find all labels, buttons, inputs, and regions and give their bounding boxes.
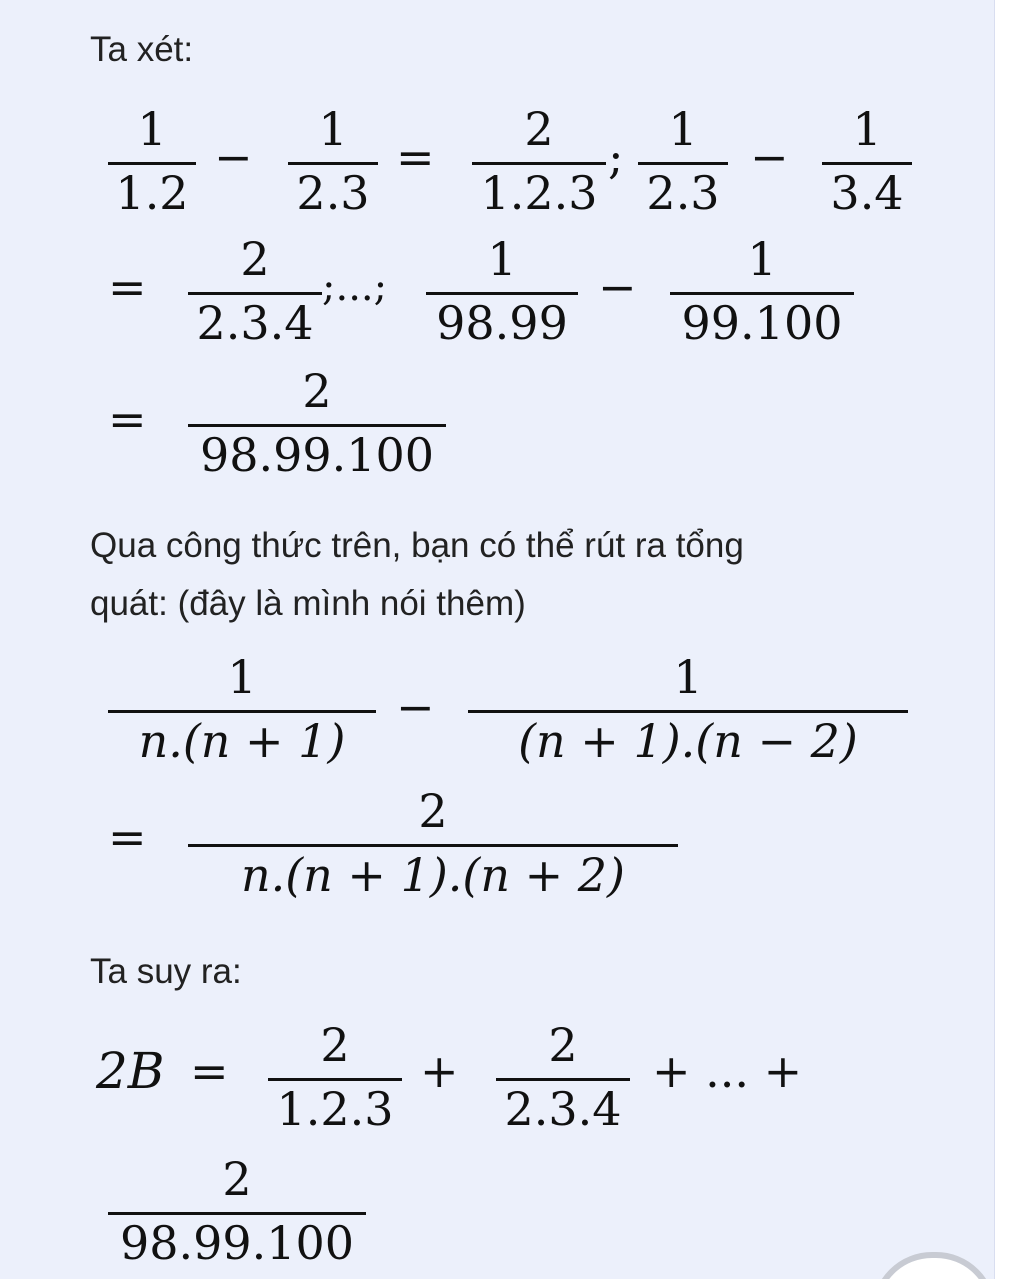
denominator: 2.3 bbox=[646, 166, 720, 220]
ellipsis-tail: + ... + bbox=[652, 1044, 803, 1098]
numerator: 2 bbox=[222, 1152, 252, 1206]
fraction bbox=[822, 104, 912, 224]
floating-button-edge[interactable] bbox=[872, 1252, 995, 1279]
fraction bbox=[468, 652, 908, 782]
fraction bbox=[472, 104, 606, 224]
numerator: 2 bbox=[240, 232, 270, 286]
denominator: 3.4 bbox=[830, 166, 904, 220]
fraction bbox=[108, 104, 196, 224]
separator: ; bbox=[608, 130, 624, 184]
conclusion-text: Ta suy ra: bbox=[90, 952, 242, 991]
fraction bbox=[188, 366, 446, 486]
fraction-bar bbox=[468, 710, 908, 713]
fraction-bar bbox=[426, 292, 578, 295]
minus-sign: − bbox=[750, 130, 789, 184]
fraction-bar bbox=[670, 292, 854, 295]
equals-sign: = bbox=[108, 260, 147, 314]
denominator: 2.3 bbox=[296, 166, 370, 220]
minus-sign: − bbox=[598, 260, 637, 314]
fraction bbox=[188, 234, 322, 354]
fraction-bar bbox=[188, 844, 678, 847]
numerator: 1 bbox=[137, 102, 167, 156]
fraction-bar bbox=[288, 162, 378, 165]
fraction-bar bbox=[108, 162, 196, 165]
denominator: 99.100 bbox=[681, 296, 843, 350]
equals-sign: = bbox=[108, 810, 147, 864]
fraction bbox=[188, 786, 678, 916]
denominator: n.(n + 1) bbox=[138, 714, 346, 768]
fraction bbox=[288, 104, 378, 224]
numerator: 2 bbox=[302, 364, 332, 418]
equals-sign: = bbox=[190, 1044, 229, 1098]
fraction-bar bbox=[268, 1078, 402, 1081]
denominator: 1.2 bbox=[115, 166, 189, 220]
equals-sign: = bbox=[396, 130, 435, 184]
denominator: 2.3.4 bbox=[504, 1082, 622, 1136]
numerator: 1 bbox=[318, 102, 348, 156]
minus-sign: − bbox=[214, 130, 253, 184]
numerator: 1 bbox=[747, 232, 777, 286]
paragraph-line: quát: (đây là mình nói thêm) bbox=[90, 584, 526, 623]
fraction-bar bbox=[472, 162, 606, 165]
numerator: 2 bbox=[548, 1018, 578, 1072]
denominator: (n + 1).(n − 2) bbox=[518, 714, 858, 768]
fraction bbox=[496, 1020, 630, 1140]
fraction bbox=[108, 652, 376, 782]
fraction-bar bbox=[496, 1078, 630, 1081]
numerator: 2 bbox=[418, 784, 448, 838]
lhs-2b: 2B bbox=[96, 1042, 165, 1100]
fraction-bar bbox=[638, 162, 728, 165]
numerator: 2 bbox=[524, 102, 554, 156]
denominator: 98.99.100 bbox=[119, 1216, 355, 1270]
denominator: 1.2.3 bbox=[480, 166, 598, 220]
numerator: 1 bbox=[487, 232, 517, 286]
fraction bbox=[268, 1020, 402, 1140]
numerator: 1 bbox=[852, 102, 882, 156]
intro-text: Ta xét: bbox=[90, 30, 194, 69]
fraction bbox=[638, 104, 728, 224]
denominator: 1.2.3 bbox=[276, 1082, 394, 1136]
fraction-bar bbox=[108, 1212, 366, 1215]
numerator: 1 bbox=[668, 102, 698, 156]
fraction bbox=[426, 234, 578, 354]
numerator: 1 bbox=[673, 650, 703, 704]
paragraph-line: Qua công thức trên, bạn có thể rút ra tổng bbox=[90, 526, 744, 565]
plus-sign: + bbox=[420, 1044, 459, 1098]
denominator: 98.99 bbox=[436, 296, 568, 350]
numerator: 2 bbox=[320, 1018, 350, 1072]
separator: ;...; bbox=[322, 264, 388, 310]
equals-sign: = bbox=[108, 392, 147, 446]
denominator: 2.3.4 bbox=[196, 296, 314, 350]
fraction-bar bbox=[188, 424, 446, 427]
fraction-bar bbox=[108, 710, 376, 713]
fraction bbox=[670, 234, 854, 354]
fraction-bar bbox=[822, 162, 912, 165]
minus-sign: − bbox=[396, 680, 435, 734]
fraction-bar bbox=[188, 292, 322, 295]
denominator: 98.99.100 bbox=[199, 428, 435, 482]
numerator: 1 bbox=[227, 650, 257, 704]
denominator: n.(n + 1).(n + 2) bbox=[240, 848, 625, 902]
fraction bbox=[108, 1154, 366, 1274]
